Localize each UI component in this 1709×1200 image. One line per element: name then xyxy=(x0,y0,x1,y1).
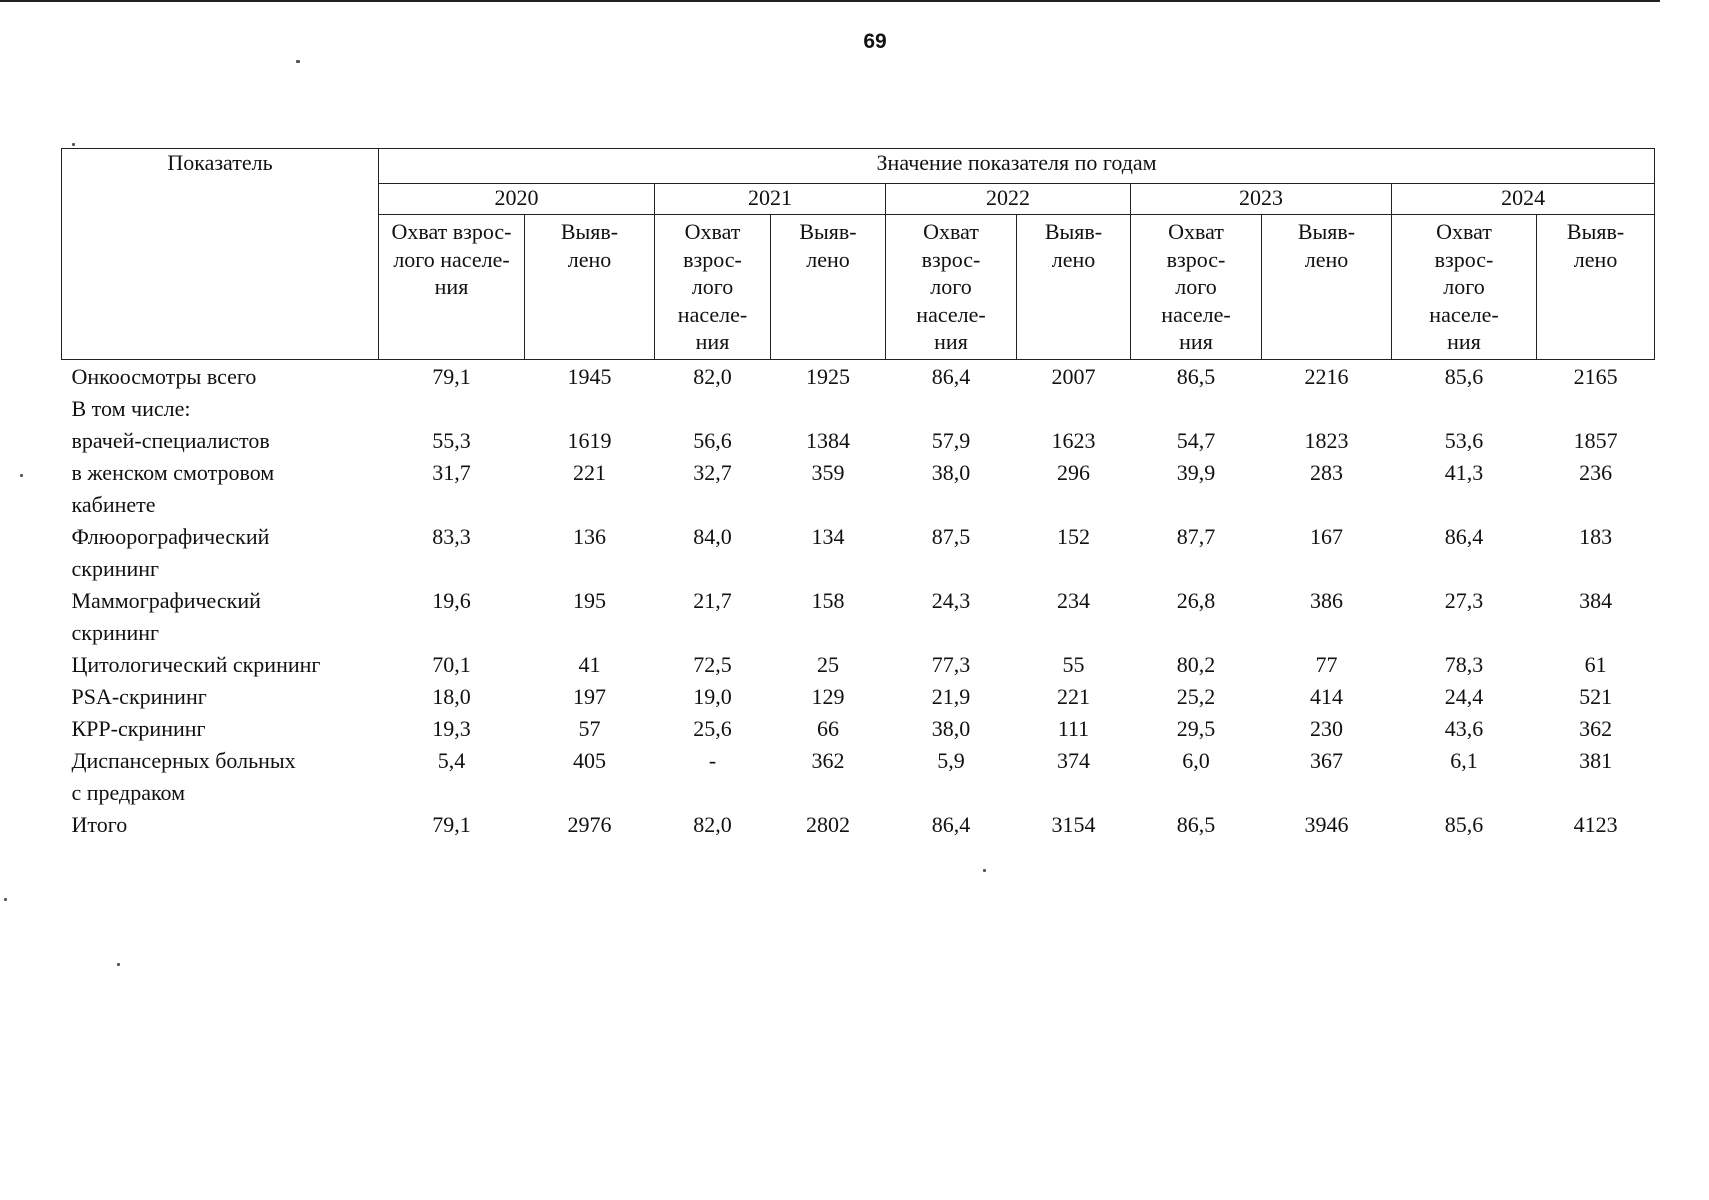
row-label: Маммографический скрининг xyxy=(71,588,261,645)
detected-cell xyxy=(1537,393,1655,425)
coverage-cell: 80,2 xyxy=(1176,652,1216,677)
detected-cell: 374 xyxy=(1057,748,1090,773)
table-row xyxy=(62,649,1655,681)
detected-cell: 1823 xyxy=(1304,428,1349,453)
detected-cell: 134 xyxy=(811,524,845,549)
coverage-cell: 85,6 xyxy=(1444,364,1484,389)
coverage-cell: 79,1 xyxy=(432,812,471,837)
detected-cell: 236 xyxy=(1579,460,1613,485)
table-row xyxy=(62,393,1655,425)
detected-cell xyxy=(1262,393,1392,425)
scan-speck xyxy=(4,898,7,901)
detected-cell: 25 xyxy=(817,652,839,677)
detected-cell: 221 xyxy=(573,460,606,485)
coverage-cell: 86,4 xyxy=(1444,524,1484,549)
year-header: 2021 xyxy=(655,184,886,215)
detected-cell: 152 xyxy=(1057,524,1090,549)
coverage-cell: 21,7 xyxy=(693,588,732,613)
year-header: 2024 xyxy=(1392,184,1655,215)
detected-cell xyxy=(771,393,886,425)
screening-table xyxy=(61,148,1655,841)
detected-cell: 3154 xyxy=(1051,812,1096,837)
coverage-cell: 57,9 xyxy=(931,428,971,453)
detected-cell: 57 xyxy=(578,716,601,741)
row-label: Итого xyxy=(71,812,128,837)
table-row xyxy=(62,425,1655,457)
table-row xyxy=(62,745,1655,809)
detected-cell: 405 xyxy=(573,748,606,773)
coverage-cell: 85,6 xyxy=(1444,812,1484,837)
detected-cell: 296 xyxy=(1057,460,1090,485)
detected-cell: 384 xyxy=(1579,588,1613,613)
coverage-cell xyxy=(379,393,525,425)
year-header: 2020 xyxy=(379,184,655,215)
top-border-line xyxy=(0,0,1660,2)
coverage-cell: 79,1 xyxy=(432,364,471,389)
coverage-cell: 53,6 xyxy=(1444,428,1484,453)
coverage-cell: 55,3 xyxy=(432,428,471,453)
table-row xyxy=(62,360,1655,394)
detected-cell: 41 xyxy=(578,652,601,677)
detected-cell: 167 xyxy=(1310,524,1343,549)
detected-subheader: Выяв- лено xyxy=(1017,215,1131,360)
detected-cell: 414 xyxy=(1310,684,1343,709)
table-row xyxy=(62,681,1655,713)
table-row xyxy=(62,457,1655,521)
scan-speck xyxy=(983,869,986,872)
coverage-cell: 86,5 xyxy=(1176,812,1216,837)
coverage-cell: 18,0 xyxy=(432,684,471,709)
coverage-cell: 70,1 xyxy=(432,652,471,677)
row-label: В том числе: xyxy=(71,396,191,421)
row-label: Флюорографический скрининг xyxy=(71,524,270,581)
scan-speck xyxy=(72,143,75,146)
detected-cell: 77 xyxy=(1315,652,1338,677)
detected-cell: 221 xyxy=(1057,684,1090,709)
detected-cell: 2007 xyxy=(1051,364,1096,389)
detected-cell: 1619 xyxy=(567,428,612,453)
detected-cell: 129 xyxy=(811,684,845,709)
detected-cell: 195 xyxy=(573,588,606,613)
coverage-cell: 24,3 xyxy=(931,588,971,613)
detected-cell: 158 xyxy=(811,588,845,613)
detected-cell: 283 xyxy=(1310,460,1343,485)
detected-subheader: Выяв- лено xyxy=(771,215,886,360)
row-label: Онкоосмотры всего xyxy=(71,364,257,389)
coverage-cell: 54,7 xyxy=(1176,428,1216,453)
detected-cell: 230 xyxy=(1310,716,1343,741)
coverage-cell: - xyxy=(708,748,717,773)
row-label: врачей-специалистов xyxy=(71,428,270,453)
coverage-subheader: Охват взрос- лого населе- ния xyxy=(379,215,525,360)
scan-speck xyxy=(296,60,300,63)
table-row xyxy=(62,809,1655,841)
detected-cell: 1384 xyxy=(806,428,850,453)
coverage-cell: 83,3 xyxy=(432,524,471,549)
coverage-cell: 32,7 xyxy=(693,460,732,485)
detected-cell: 3946 xyxy=(1304,812,1349,837)
year-header: 2022 xyxy=(886,184,1131,215)
coverage-cell: 86,4 xyxy=(931,812,971,837)
table-row xyxy=(62,585,1655,649)
detected-cell: 1623 xyxy=(1051,428,1096,453)
coverage-cell: 19,0 xyxy=(693,684,732,709)
coverage-cell: 31,7 xyxy=(432,460,471,485)
detected-cell: 61 xyxy=(1584,652,1607,677)
coverage-cell: 27,3 xyxy=(1444,588,1484,613)
year-header: 2023 xyxy=(1131,184,1392,215)
coverage-cell xyxy=(655,393,771,425)
coverage-cell: 56,6 xyxy=(693,428,732,453)
coverage-cell: 19,6 xyxy=(432,588,471,613)
detected-cell: 2165 xyxy=(1573,364,1618,389)
coverage-cell: 86,5 xyxy=(1176,364,1216,389)
detected-subheader: Выяв- лено xyxy=(1262,215,1392,360)
row-label: КРР-скрининг xyxy=(71,716,206,741)
coverage-cell: 86,4 xyxy=(931,364,971,389)
coverage-cell: 84,0 xyxy=(693,524,732,549)
coverage-cell: 38,0 xyxy=(931,460,971,485)
coverage-cell: 82,0 xyxy=(693,812,732,837)
row-label: Цитологический скрининг xyxy=(71,652,321,677)
coverage-cell xyxy=(886,393,1017,425)
row-label: в женском смотровом кабинете xyxy=(71,460,275,517)
coverage-cell: 5,4 xyxy=(437,748,466,773)
coverage-cell: 26,8 xyxy=(1176,588,1216,613)
detected-cell: 1945 xyxy=(567,364,612,389)
coverage-cell: 24,4 xyxy=(1444,684,1484,709)
coverage-cell: 77,3 xyxy=(931,652,971,677)
coverage-subheader: Охват взрос- лого населе- ния xyxy=(655,215,771,360)
detected-cell: 2216 xyxy=(1304,364,1349,389)
detected-cell: 386 xyxy=(1310,588,1343,613)
table-row xyxy=(62,521,1655,585)
detected-cell: 55 xyxy=(1062,652,1085,677)
detected-cell: 362 xyxy=(1579,716,1613,741)
detected-cell: 521 xyxy=(1579,684,1613,709)
coverage-cell: 6,0 xyxy=(1182,748,1210,773)
detected-cell: 359 xyxy=(811,460,845,485)
detected-cell: 136 xyxy=(573,524,606,549)
detected-cell: 1857 xyxy=(1573,428,1618,453)
table-body xyxy=(62,360,1655,842)
group-header: Значение показателя по годам xyxy=(379,149,1655,184)
coverage-cell: 82,0 xyxy=(693,364,732,389)
coverage-cell xyxy=(1131,393,1262,425)
detected-cell: 367 xyxy=(1310,748,1343,773)
detected-cell: 362 xyxy=(811,748,845,773)
detected-cell: 66 xyxy=(817,716,839,741)
coverage-cell xyxy=(1392,393,1537,425)
coverage-cell: 87,7 xyxy=(1176,524,1216,549)
coverage-cell: 19,3 xyxy=(432,716,471,741)
detected-cell: 183 xyxy=(1579,524,1613,549)
detected-cell: 381 xyxy=(1579,748,1613,773)
coverage-cell: 41,3 xyxy=(1444,460,1484,485)
detected-subheader: Выяв- лено xyxy=(525,215,655,360)
detected-cell: 1925 xyxy=(806,364,850,389)
detected-cell xyxy=(1017,393,1131,425)
detected-cell xyxy=(525,393,655,425)
coverage-cell: 87,5 xyxy=(931,524,971,549)
detected-cell: 234 xyxy=(1057,588,1090,613)
detected-cell: 197 xyxy=(573,684,606,709)
table-row xyxy=(62,713,1655,745)
row-label: Диспансерных больных с предраком xyxy=(71,748,296,805)
coverage-cell: 78,3 xyxy=(1444,652,1484,677)
coverage-cell: 25,6 xyxy=(693,716,732,741)
detected-cell: 4123 xyxy=(1573,812,1618,837)
coverage-cell: 39,9 xyxy=(1176,460,1216,485)
detected-cell: 2976 xyxy=(567,812,612,837)
page-number: 69 xyxy=(863,30,887,53)
coverage-cell: 25,2 xyxy=(1176,684,1216,709)
coverage-subheader: Охват взрос- лого населе- ния xyxy=(886,215,1017,360)
indicator-header: Показатель xyxy=(62,149,379,360)
scan-speck xyxy=(20,474,23,477)
coverage-cell: 21,9 xyxy=(931,684,971,709)
coverage-cell: 38,0 xyxy=(931,716,971,741)
coverage-cell: 72,5 xyxy=(693,652,732,677)
coverage-cell: 43,6 xyxy=(1444,716,1484,741)
coverage-cell: 5,9 xyxy=(937,748,965,773)
table-header xyxy=(62,149,1655,360)
detected-cell: 2802 xyxy=(806,812,850,837)
coverage-cell: 6,1 xyxy=(1450,748,1478,773)
coverage-subheader: Охват взрос- лого населе- ния xyxy=(1131,215,1262,360)
row-label: PSA-скрининг xyxy=(71,684,207,709)
scan-speck xyxy=(117,963,120,966)
detected-cell: 111 xyxy=(1057,716,1090,741)
detected-subheader: Выяв- лено xyxy=(1537,215,1655,360)
coverage-subheader: Охват взрос- лого населе- ния xyxy=(1392,215,1537,360)
coverage-cell: 29,5 xyxy=(1176,716,1216,741)
